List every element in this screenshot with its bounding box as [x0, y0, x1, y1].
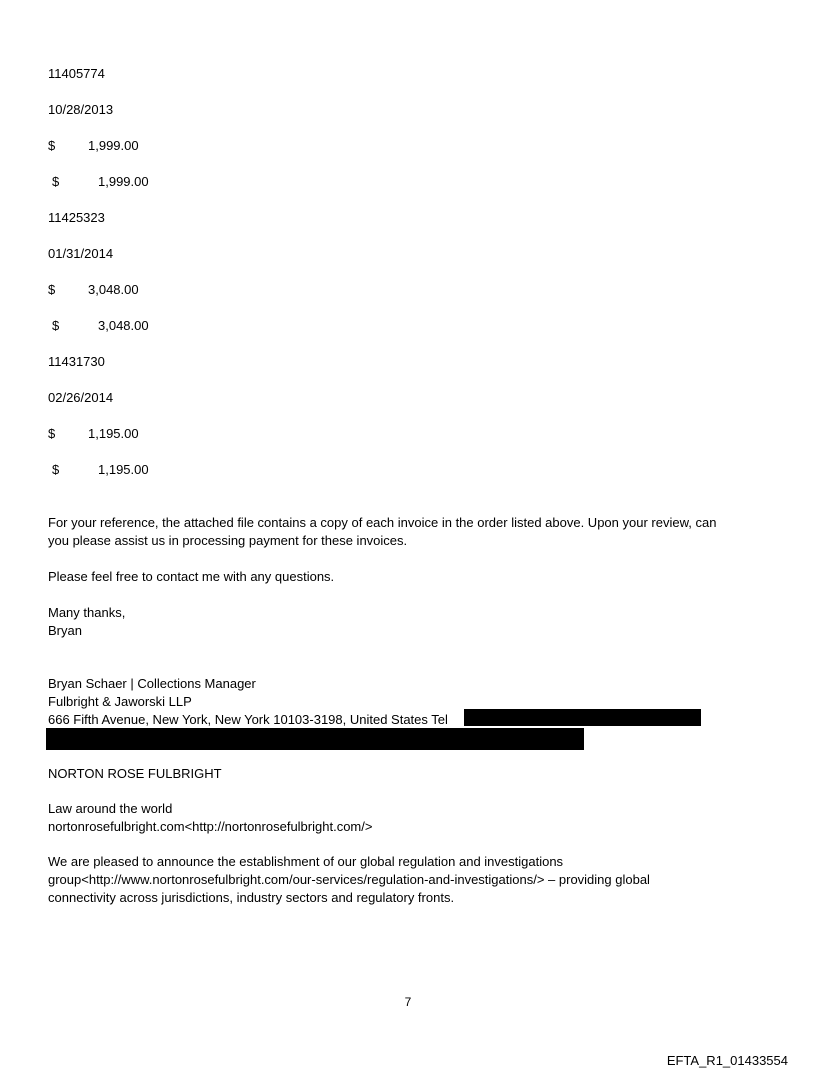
invoice-date: 01/31/2014 — [48, 246, 114, 261]
signature-name-title: Bryan Schaer | Collections Manager — [48, 676, 256, 691]
invoice-balance-symbol: $ — [52, 174, 60, 189]
announcement-line-1: We are pleased to announce the establishment of our global regulation and investigations — [48, 854, 564, 869]
invoice-amount-symbol: $ — [48, 138, 56, 153]
bates-number: EFTA_R1_01433554 — [666, 1053, 788, 1068]
signature-address: 666 Fifth Avenue, New York, New York 10103-3198, United States Tel — [48, 712, 448, 727]
announcement-line-3: connectivity across jurisdictions, industry sectors and regulatory fronts. — [48, 890, 455, 905]
page-number: 7 — [404, 995, 412, 1009]
invoice-balance-symbol: $ — [52, 318, 60, 333]
reference-paragraph-line-1: For your reference, the attached file contains a copy of each invoice in the order listed above. Upon your review, can — [48, 515, 717, 530]
invoice-date: 10/28/2013 — [48, 102, 114, 117]
invoice-balance: 1,999.00 — [98, 174, 149, 189]
invoice-number: 11405774 — [48, 66, 105, 81]
invoice-amount-symbol: $ — [48, 426, 56, 441]
redaction-block — [46, 728, 584, 750]
firm-brand: NORTON ROSE FULBRIGHT — [48, 766, 222, 781]
invoice-date: 02/26/2014 — [48, 390, 114, 405]
invoice-number: 11431730 — [48, 354, 105, 369]
redaction-block — [464, 709, 701, 726]
invoice-amount: 1,195.00 — [88, 426, 139, 441]
announcement-line-2[interactable]: group<http://www.nortonrosefulbright.com/our-services/regulation-and-investigations/> – providing global — [48, 872, 650, 887]
invoice-amount: 3,048.00 — [88, 282, 139, 297]
invoice-balance: 3,048.00 — [98, 318, 149, 333]
invoice-amount: 1,999.00 — [88, 138, 139, 153]
invoice-balance-symbol: $ — [52, 462, 60, 477]
firm-tagline: Law around the world — [48, 801, 173, 816]
invoice-balance: 1,195.00 — [98, 462, 149, 477]
invoice-amount-symbol: $ — [48, 282, 56, 297]
reference-paragraph-line-2: you please assist us in processing payment for these invoices. — [48, 533, 408, 548]
signature-firm: Fulbright & Jaworski LLP — [48, 694, 192, 709]
firm-website-link[interactable]: nortonrosefulbright.com<http://nortonrosefulbright.com/> — [48, 819, 373, 834]
closing: Many thanks, — [48, 605, 126, 620]
invoice-number: 11425323 — [48, 210, 105, 225]
sender-first-name: Bryan — [48, 623, 82, 638]
contact-line: Please feel free to contact me with any questions. — [48, 569, 335, 584]
